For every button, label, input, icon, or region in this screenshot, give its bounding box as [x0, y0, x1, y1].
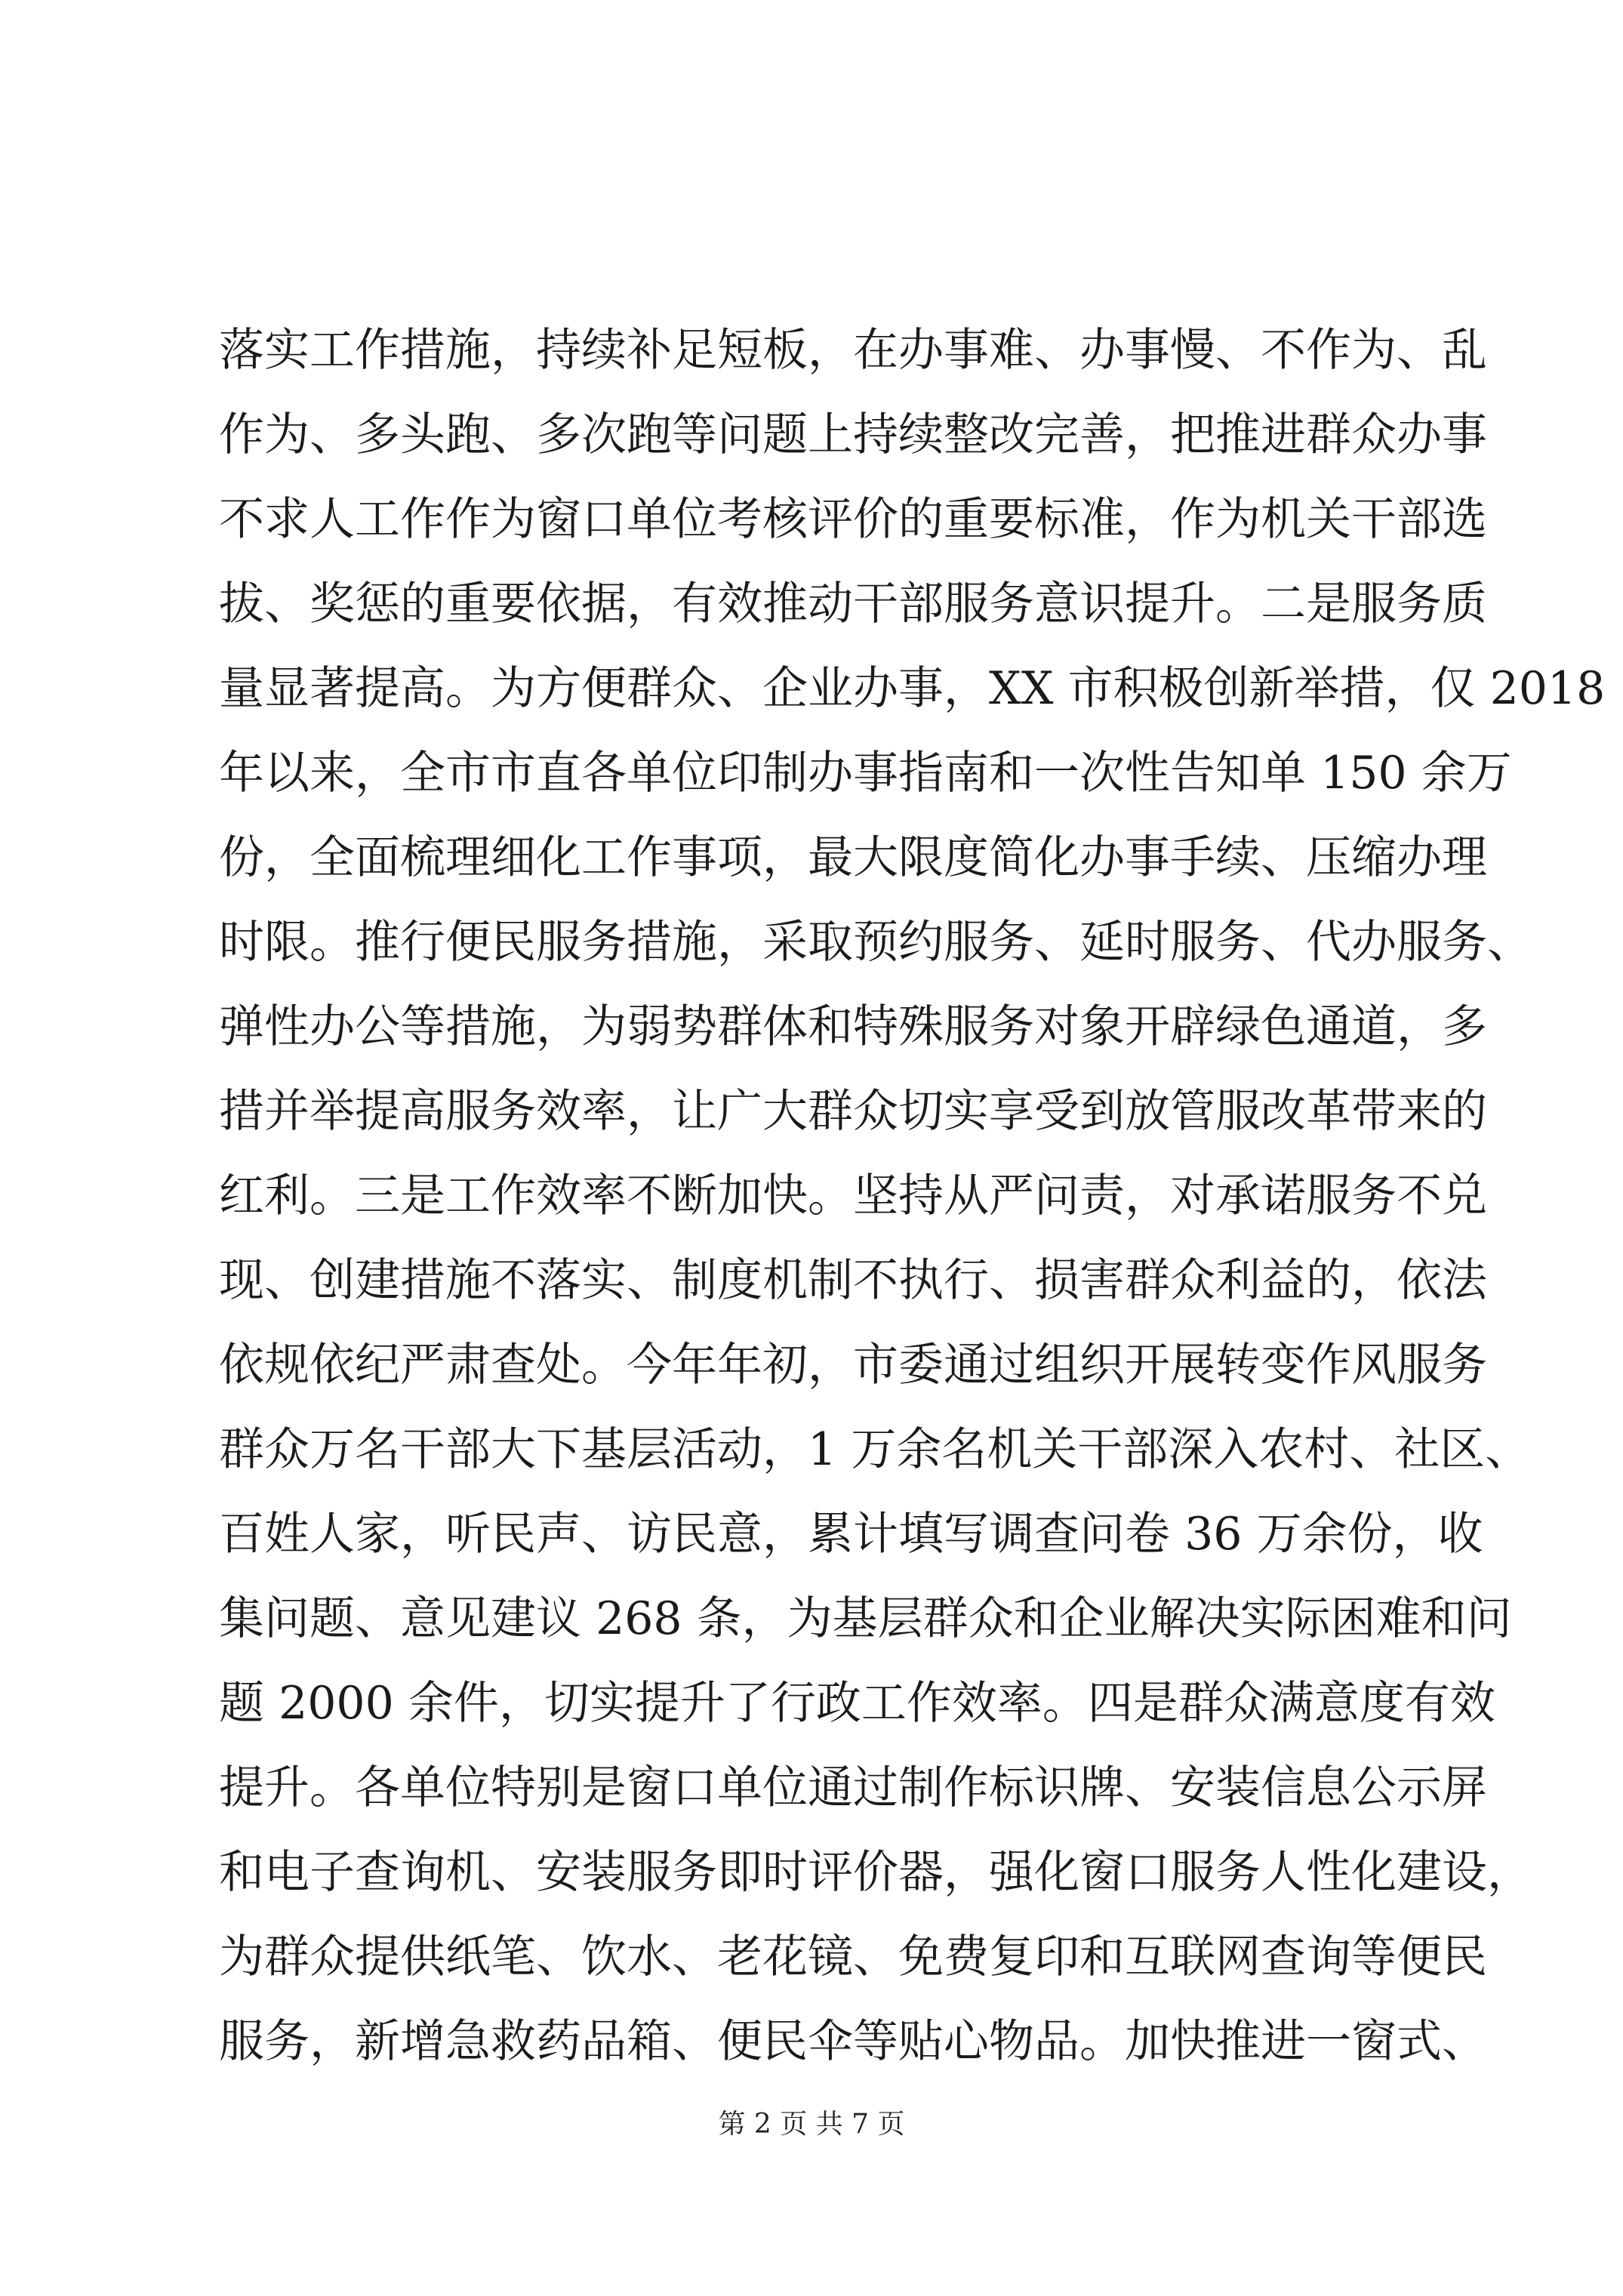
text-line: 题 2000 余件，切实提升了行政工作效率。四是群众满意度有效: [219, 1677, 1495, 1730]
page-number-label: 第 2 页 共 7 页: [718, 2109, 905, 2140]
text-line: 拔、奖惩的重要依据，有效推动干部服务意识提升。二是服务质: [219, 578, 1487, 630]
text-line: 弹性办公等措施，为弱势群体和特殊服务对象开辟绿色通道，多: [219, 1000, 1487, 1053]
text-line: 和电子查询机、安装服务即时评价器，强化窗口服务人性化建设，: [219, 1846, 1532, 1899]
text-line: 份，全面梳理细化工作事项，最大限度简化办事手续、压缩办理: [219, 831, 1487, 884]
text-line: 作为、多头跑、多次跑等问题上持续整改完善，把推进群众办事: [219, 408, 1487, 461]
text-line: 年以来，全市市直各单位印制办事指南和一次性告知单 150 余万: [219, 747, 1512, 800]
page-footer: [0, 2103, 1623, 2141]
text-line: 落实工作措施，持续补足短板，在办事难、办事慢、不作为、乱: [219, 324, 1487, 377]
text-line: 依规依纪严肃查处。今年年初，市委通过组织开展转变作风服务: [219, 1339, 1487, 1391]
text-line: 不求人工作作为窗口单位考核评价的重要标准，作为机关干部选: [219, 493, 1487, 546]
text-line: 量显著提高。为方便群众、企业办事，XX 市积极创新举措，仅 2018: [219, 662, 1606, 715]
text-line: 百姓人家，听民声、访民意，累计填写调查问卷 36 万余份，收: [219, 1508, 1483, 1561]
text-line: 服务，新增急救药品箱、便民伞等贴心物品。加快推进一窗式、: [219, 2015, 1487, 2068]
text-line: 措并举提高服务效率，让广大群众切实享受到放管服改革带来的: [219, 1085, 1487, 1138]
text-line: 为群众提供纸笔、饮水、老花镜、免费复印和互联网查询等便民: [219, 1931, 1487, 1983]
text-line: 提升。各单位特别是窗口单位通过制作标识牌、安装信息公示屏: [219, 1761, 1487, 1814]
text-line: 群众万名干部大下基层活动，1 万余名机关干部深入农村、社区、: [219, 1423, 1531, 1476]
text-line: 红利。三是工作效率不断加快。坚持从严问责，对承诺服务不兑: [219, 1170, 1487, 1222]
text-line: 现、创建措施不落实、制度机制不执行、损害群众利益的，依法: [219, 1254, 1487, 1307]
text-line: 时限。推行便民服务措施，采取预约服务、延时服务、代办服务、: [219, 916, 1532, 969]
text-line: 集问题、意见建议 268 条，为基层群众和企业解决实际困难和问: [219, 1592, 1512, 1645]
body-text: [219, 308, 1606, 2084]
